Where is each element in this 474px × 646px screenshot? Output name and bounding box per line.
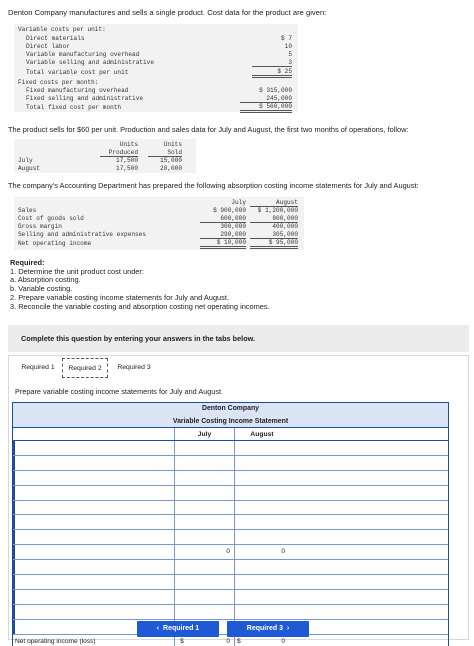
aug-net-income: 0: [281, 637, 285, 645]
july-symbol-cell[interactable]: [175, 515, 189, 529]
table-row: [13, 530, 448, 545]
abs-aug: $ 95,000: [250, 239, 298, 249]
abs-july: 600,000: [200, 215, 246, 223]
absorption-intro: The company's Accounting Department has prepared the following absorption costing income statements for July and August:: [8, 181, 419, 190]
abs-label: Net operating income: [18, 240, 92, 247]
sales-intro: The product sells for $60 per unit. Production and sales data for July and August, the first two months of operations, follow:: [8, 125, 409, 134]
dl-label: Direct labor: [26, 43, 70, 50]
aug-amount-input[interactable]: [249, 575, 289, 589]
statement-title: Variable Costing Income Statement: [13, 415, 448, 428]
aug-symbol-cell[interactable]: [235, 530, 249, 544]
aug-symbol-cell[interactable]: [235, 501, 249, 515]
column-headers: [13, 428, 448, 441]
aug-amount-input[interactable]: [249, 530, 289, 544]
july-amount-input[interactable]: [189, 486, 235, 500]
aug-amount-input[interactable]: [249, 486, 289, 500]
required-line: 3. Reconcile the variable costing and absorption costing net operating incomes.: [10, 301, 270, 311]
july-symbol-cell[interactable]: [175, 575, 189, 589]
july-dollar-sign: $: [180, 637, 184, 645]
prod-month: July: [18, 157, 33, 164]
dm-value: $ 7: [281, 35, 292, 42]
prod-produced: 17,500: [116, 165, 138, 172]
dm-label: Direct materials: [26, 35, 85, 42]
july-amount-input[interactable]: [189, 575, 235, 589]
july-symbol-cell[interactable]: [175, 560, 189, 574]
july-subtotal: 0: [189, 545, 235, 559]
aug-amount-input[interactable]: [249, 560, 289, 574]
aug-symbol-cell[interactable]: [235, 486, 249, 500]
vmo-label: Variable manufacturing overhead: [26, 51, 140, 58]
abs-label: Gross margin: [18, 223, 62, 230]
july-symbol-cell[interactable]: [175, 530, 189, 544]
row-label-input[interactable]: [13, 441, 175, 455]
july-symbol-cell[interactable]: [175, 456, 189, 470]
variable-heading: Variable costs per unit:: [18, 26, 106, 33]
prev-tab-button[interactable]: [137, 621, 219, 637]
tab-required-1[interactable]: Required 1: [21, 364, 55, 371]
aug-subtotal: 0: [281, 548, 285, 556]
tfc-label: Total fixed cost per month: [26, 104, 122, 111]
statement-company: Denton Company: [13, 403, 448, 415]
dl-value: 10: [284, 43, 292, 50]
tab-prompt: Prepare variable costing income statements for July and August.: [15, 387, 224, 396]
prod-month: August: [18, 165, 40, 172]
table-row: [13, 471, 448, 486]
table-row: [13, 456, 448, 471]
row-label-input[interactable]: [13, 501, 175, 515]
table-row: [13, 590, 448, 605]
aug-symbol-cell[interactable]: [235, 590, 249, 604]
abs-label: Selling and administrative expenses: [18, 231, 146, 238]
fixed-heading: Fixed costs per month:: [18, 79, 99, 86]
col-july: July: [175, 428, 235, 440]
prod-sold: 15,000: [160, 157, 182, 164]
tab-required-3[interactable]: Required 3: [117, 364, 151, 371]
abs-aug: $ 1,200,000: [257, 207, 298, 214]
next-tab-label: Required 3: [246, 625, 283, 632]
aug-symbol-cell[interactable]: [235, 560, 249, 574]
july-symbol-cell: [175, 545, 189, 559]
aug-amount-input[interactable]: [249, 501, 289, 515]
units-produced-h2: Produced: [100, 149, 138, 157]
aug-symbol-cell: [235, 545, 249, 559]
prod-produced: 17,500: [116, 157, 138, 164]
july-symbol-cell[interactable]: [175, 501, 189, 515]
tab-required-2[interactable]: Required 2: [62, 358, 108, 378]
income-statement-grid: [12, 402, 449, 646]
table-row: [13, 501, 448, 516]
july-symbol-cell[interactable]: [175, 590, 189, 604]
july-symbol-cell[interactable]: [175, 605, 189, 619]
abs-aug: 305,000: [250, 231, 298, 239]
july-amount-input[interactable]: [189, 560, 235, 574]
table-row: [13, 486, 448, 501]
abs-label: Sales: [18, 207, 37, 214]
required-heading: Required:: [10, 258, 45, 267]
aug-amount-input[interactable]: [249, 515, 289, 529]
row-label-input[interactable]: [13, 545, 175, 559]
abs-july: 300,000: [220, 223, 246, 230]
aug-symbol-cell[interactable]: [235, 515, 249, 529]
aug-amount-input[interactable]: [249, 605, 289, 619]
abs-label: Cost of goods sold: [18, 215, 84, 222]
aug-symbol-cell[interactable]: [235, 441, 249, 455]
fsa-label: Fixed selling and administrative: [26, 95, 144, 102]
aug-amount-input[interactable]: [249, 590, 289, 604]
july-amount-input[interactable]: [189, 530, 235, 544]
required-line: b. Variable costing.: [10, 284, 73, 294]
abs-july: 290,000: [200, 231, 246, 239]
july-amount-input[interactable]: [189, 501, 235, 515]
july-amount-input[interactable]: [189, 441, 235, 455]
table-row: [13, 560, 448, 575]
tvc-label: Total variable cost per unit: [26, 69, 129, 76]
row-label-input[interactable]: [13, 515, 175, 529]
abs-aug: 400,000: [272, 223, 298, 230]
july-amount-input[interactable]: [189, 456, 235, 470]
table-row: [13, 575, 448, 590]
vsa-label: Variable selling and administrative: [26, 59, 154, 66]
problem-intro: Denton Company manufactures and sells a single product. Cost data for the product are given:: [8, 8, 327, 17]
aug-symbol-cell[interactable]: [235, 605, 249, 619]
row-label-input[interactable]: [13, 530, 175, 544]
aug-amount-input[interactable]: [249, 456, 289, 470]
july-symbol-cell[interactable]: [175, 471, 189, 485]
row-label-input[interactable]: [13, 590, 175, 604]
required-line: a. Absorption costing.: [10, 275, 81, 285]
required-line: 1. Determine the unit product cost under:: [10, 266, 144, 276]
aug-symbol-cell[interactable]: [235, 471, 249, 485]
table-row: [13, 515, 448, 530]
units-sold-h2: Sold: [148, 149, 182, 157]
abs-july: $ 900,000: [213, 207, 246, 214]
instructions-banner: [8, 325, 469, 352]
subtotal-row: [13, 545, 448, 560]
chevron-right-icon: ›: [286, 625, 290, 632]
vmo-value: 5: [288, 51, 292, 58]
fsa-value: 245,000: [240, 95, 292, 103]
units-produced-h1: Units: [119, 141, 138, 148]
row-label-input[interactable]: [13, 486, 175, 500]
july-amount-input[interactable]: [189, 590, 235, 604]
july-amount-input[interactable]: [189, 471, 235, 485]
table-row: [13, 605, 448, 620]
abs-h-aug: August: [250, 199, 298, 207]
required-line: 2. Prepare variable costing income statements for July and August.: [10, 292, 229, 302]
aug-dollar-sign: $: [237, 637, 241, 645]
prod-sold: 20,000: [160, 165, 182, 172]
abs-h-july: July: [231, 199, 246, 206]
abs-aug: 800,000: [250, 215, 298, 223]
july-symbol-cell[interactable]: [175, 441, 189, 455]
row-label-input[interactable]: [13, 471, 175, 485]
next-tab-button[interactable]: [227, 621, 309, 637]
row-label-input[interactable]: [13, 456, 175, 470]
required-section: [10, 259, 270, 311]
vsa-value: 3: [252, 59, 292, 67]
abs-july: $ 10,000: [200, 239, 246, 249]
col-august: August: [250, 431, 274, 438]
prev-tab-label: Required 1: [163, 625, 200, 632]
july-amount-input[interactable]: [189, 605, 235, 619]
aug-symbol-cell[interactable]: [235, 575, 249, 589]
tvc-value: $ 25: [252, 68, 292, 78]
july-amount-input[interactable]: [189, 515, 235, 529]
fmo-label: Fixed manufacturing overhead: [26, 87, 129, 94]
fmo-value: $ 315,000: [259, 87, 292, 94]
july-symbol-cell[interactable]: [175, 486, 189, 500]
table-row: [13, 441, 448, 456]
tfc-value: $ 560,000: [240, 103, 292, 113]
net-income-label: Net operating income (loss): [13, 635, 175, 646]
row-label-input[interactable]: [13, 575, 175, 589]
chevron-left-icon: ‹: [156, 625, 160, 632]
july-net-income: 0: [189, 635, 235, 646]
aug-amount-input[interactable]: [249, 471, 289, 485]
aug-symbol-cell[interactable]: [235, 456, 249, 470]
row-label-input[interactable]: [13, 560, 175, 574]
row-label-input[interactable]: [13, 605, 175, 619]
units-sold-h1: Units: [163, 141, 182, 148]
instructions-text: Complete this question by entering your answers in the tabs below.: [21, 334, 256, 343]
aug-amount-input[interactable]: [249, 441, 289, 455]
